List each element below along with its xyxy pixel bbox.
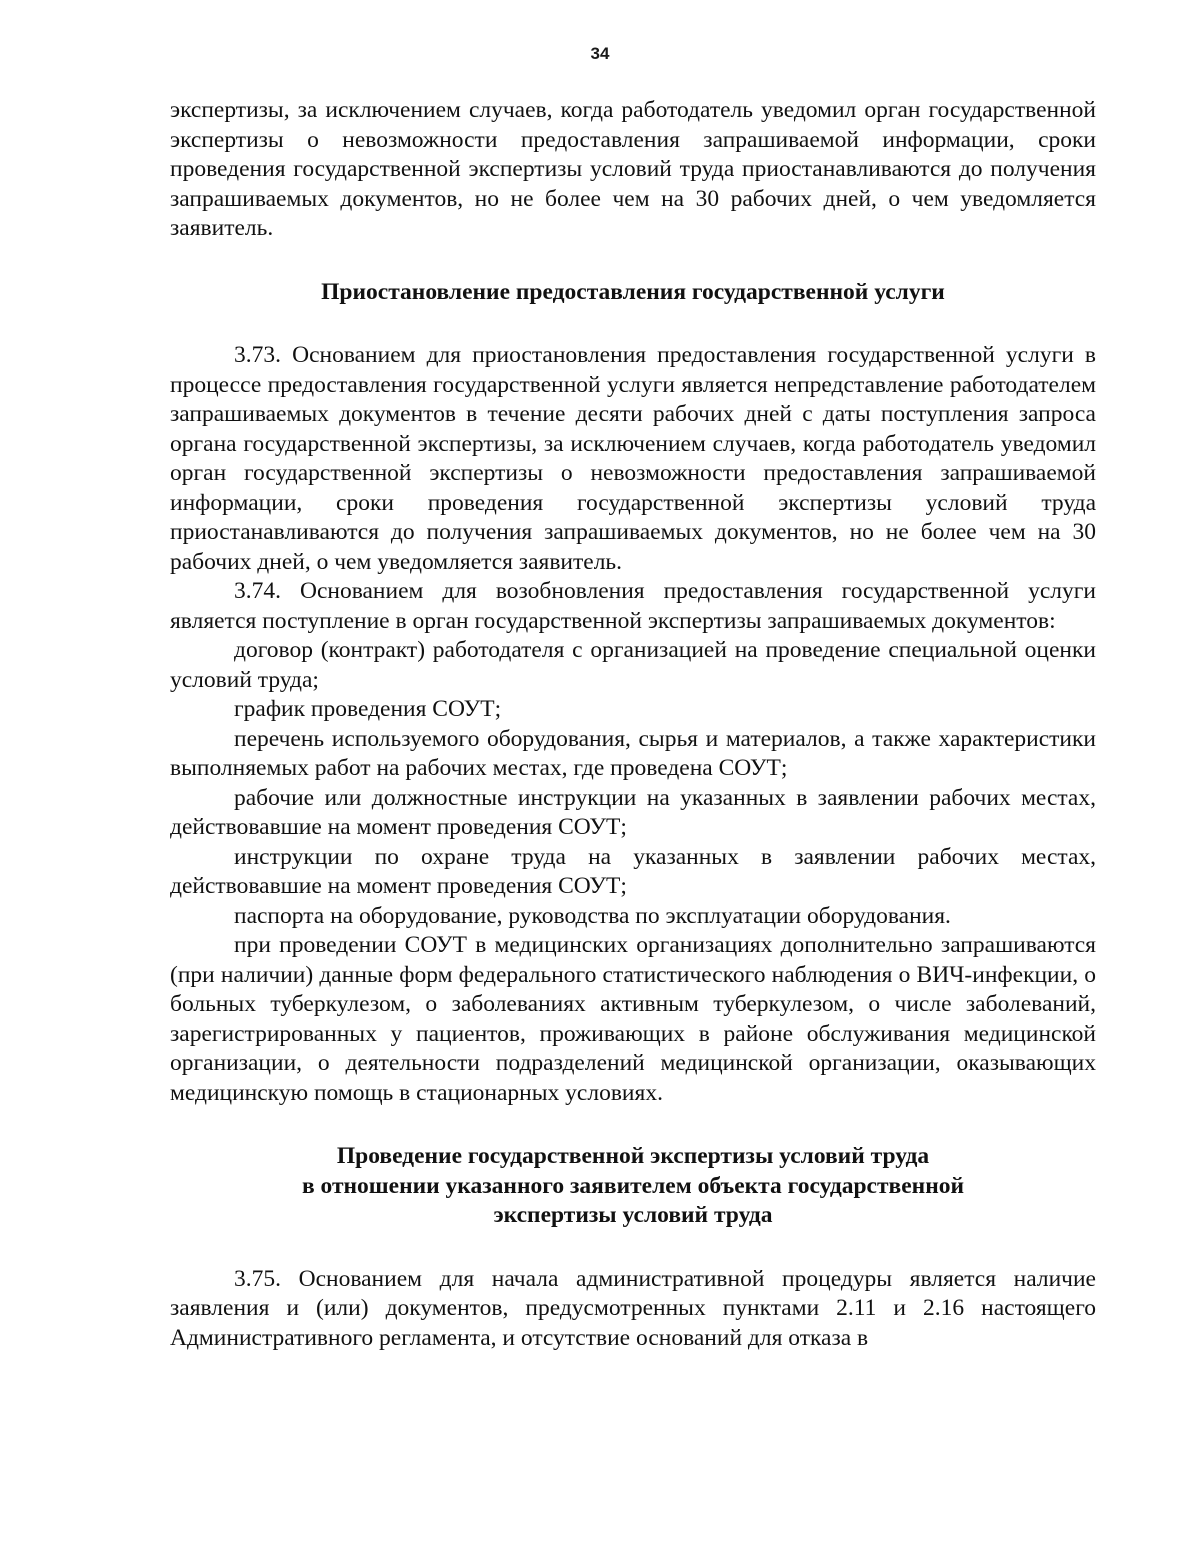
paragraph-3-74: 3.74. Основанием для возобновления предоставления государственной услуги является поступление в орган государственной экспертизы запрашиваемых документов: (170, 578, 1096, 634)
list-item-passports: паспорта на оборудование, руководства по эксплуатации оборудования. (234, 902, 951, 929)
paragraph-3-73: 3.73. Основанием для приостановления предоставления государственной услуги в процессе предоставления государственной услуги является непредставление работодателем запрашиваемых документов в течение десяти рабочих дней с даты поступления запроса органа государственной экспертизы, за исключением случаев, когда работодатель уведомил орган государственной экспертизы о невозможности предоставления запрашиваемой информации, сроки проведения государственной экспертизы условий труда приостанавливаются до получения запрашиваемых документов, но не более чем на 30 рабочих дней, о чем уведомляется заявитель. (170, 342, 1096, 575)
section-heading-suspension: Приостановление предоставления государственной услуги (321, 278, 945, 305)
section-heading-conduct (170, 1142, 1096, 1231)
list-item-safety-instructions: инструкции по охране труда на указанных в заявлении рабочих местах, действовавшие на момент проведения СОУТ; (170, 843, 1096, 899)
list-item-schedule: график проведения СОУТ; (234, 696, 502, 722)
list-item-equipment-list: перечень используемого оборудования, сырья и материалов, а также характеристики выполняемых работ на рабочих местах, где проведена СОУТ; (170, 725, 1096, 781)
section-heading-conduct-line-1: Проведение государственной экспертизы условий труда (336, 1143, 930, 1169)
list-item-medical: при проведении СОУТ в медицинских организациях дополнительно запрашиваются (при наличии) данные форм федерального статистического наблюдения о ВИЧ-инфекции, о больных туберкулезом, о заболеваниях активным туберкулезом, о числе заболеваний, зарегистрированных у пациентов, проживающих в районе обслуживания медицинской организации, о деятельности подразделений медицинской организации, оказывающих медицинскую помощь в стационарных условиях. (170, 932, 1096, 1106)
page-number: 34 (590, 44, 610, 63)
document-body (170, 96, 1096, 1353)
intro-paragraph: экспертизы, за исключением случаев, когда работодатель уведомил орган государственной экспертизы о невозможности предоставления запрашиваемой информации, сроки проведения государственной экспертизы условий труда приостанавливаются до получения запрашиваемых документов, но не более чем на 30 рабочих дней, о чем уведомляется заявитель. (170, 97, 1096, 241)
section-heading-conduct-line-3: экспертизы условий труда (493, 1202, 773, 1228)
list-item-job-instructions: рабочие или должностные инструкции на указанных в заявлении рабочих местах, действовавшие на момент проведения СОУТ; (170, 784, 1096, 840)
section-heading-conduct-line-2: в отношении указанного заявителем объекта государственной (301, 1172, 965, 1199)
paragraph-3-75: 3.75. Основанием для начала административной процедуры является наличие заявления и (или) документов, предусмотренных пунктами 2.11 и 2.16 настоящего Административного регламента, и отсутствие оснований для отказа в (170, 1265, 1096, 1351)
list-item-contract: договор (контракт) работодателя с организацией на проведение специальной оценки условий труда; (170, 637, 1096, 693)
